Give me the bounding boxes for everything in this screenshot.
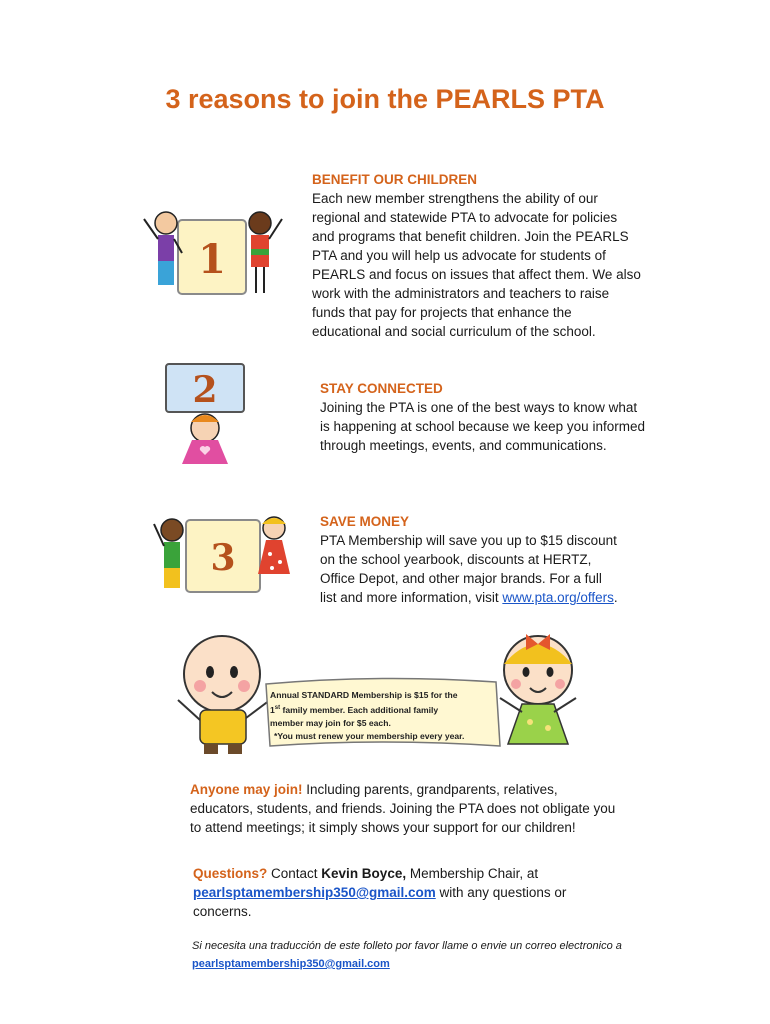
illustration-girl-number-two (162, 360, 248, 470)
section-body: Joining the PTA is one of the best ways to know what is happening at school because we keep you informed through meetings, events, and communications. (320, 400, 645, 453)
illustration-kids-number-three (150, 510, 295, 602)
banner-note: *You must renew your membership every year. (274, 730, 465, 741)
questions-contact (193, 864, 613, 921)
questions-text-2: Membership Chair, at (406, 866, 539, 881)
section-body: Each new member strengthens the ability of our regional and statewide PTA to advocate for policies and programs that benefit children. Join the PEARLS PTA and you will help us advocate for students of PEARLS and focus on issues that affect them. We also work with the administrators and teachers to raise funds that pay for projects that enhance the educational and social curriculum of the school. (312, 191, 641, 339)
banner-line2-rest: family member. Each additional family (280, 704, 439, 715)
svg-text:3: 3 (210, 537, 236, 579)
illustration-kids-number-one (138, 205, 288, 305)
section-body-text: PTA Membership will save you up to $15 discount on the school yearbook, discounts at HERTZ, Office Depot, and other major brands. For a full list and more information, visit (320, 533, 617, 605)
svg-text:1: 1 (198, 236, 226, 283)
banner-line1: Annual STANDARD Membership is $15 for the (270, 690, 458, 700)
section-heading: BENEFIT OUR CHILDREN (312, 172, 477, 187)
membership-email-link[interactable]: pearlsptamembership350@gmail.com (193, 885, 436, 900)
page-title: 3 reasons to join the PEARLS PTA (165, 84, 605, 114)
banner-line3: member may join for $5 each. (270, 717, 391, 728)
anyone-may-join (190, 780, 620, 837)
questions-text-3: with any questions or concerns. (193, 885, 567, 919)
join-lead: Anyone may join! (190, 782, 303, 797)
join-text: Including parents, grandparents, relatives, educators, students, and friends. Joining the PTA does not obligate you to attend meetings; it simply shows your support for our children! (190, 782, 616, 835)
contact-name: Kevin Boyce, (321, 866, 407, 881)
section-stay-connected (320, 381, 645, 455)
section-benefit-children (312, 172, 642, 341)
svg-text:2: 2 (192, 369, 218, 411)
ordinal-number: 1 (270, 704, 275, 715)
spanish-email-link[interactable]: pearlsptamembership350@gmail.com (192, 958, 390, 970)
banner-line2 (270, 702, 495, 717)
section-heading: SAVE MONEY (320, 514, 410, 529)
section-heading: STAY CONNECTED (320, 381, 443, 396)
questions-lead: Questions? (193, 866, 268, 881)
period: . (613, 590, 618, 605)
section-save-money (320, 514, 620, 607)
pta-offers-link[interactable]: www.pta.org/offers (502, 590, 614, 605)
ordinal-suffix: st (274, 705, 281, 711)
spanish-text: Si necesita una traducción de este folleto por favor llame o envie un correo electronico a (192, 940, 622, 952)
spanish-translation-note (192, 937, 622, 973)
section-body (320, 531, 620, 607)
questions-text: Contact (267, 866, 322, 881)
membership-banner-text (270, 689, 495, 743)
